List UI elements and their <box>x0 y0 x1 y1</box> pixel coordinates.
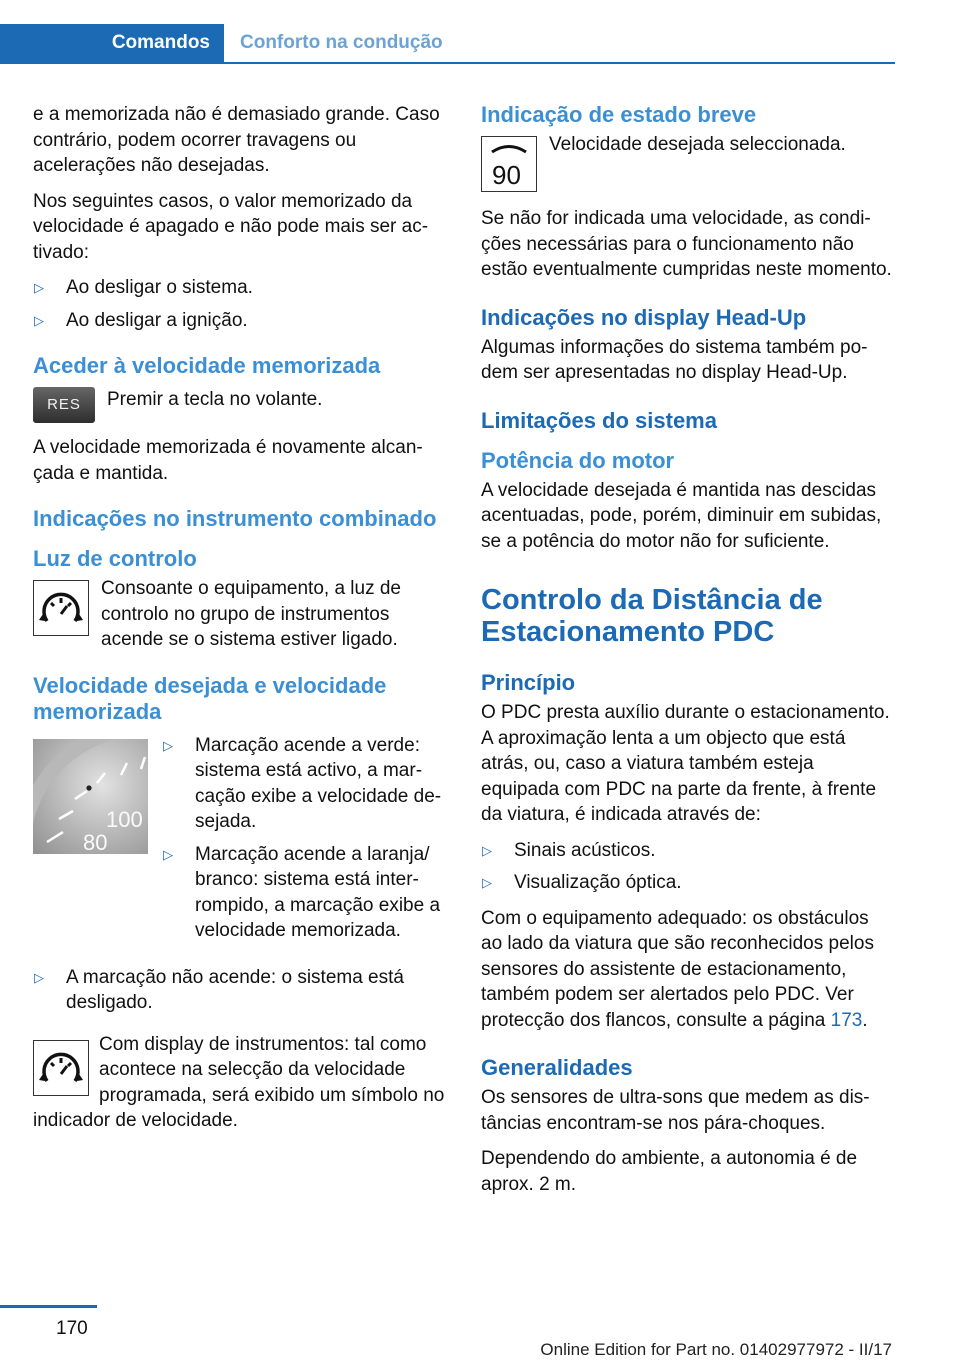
res-button-icon: RES <box>33 387 95 423</box>
gauge-row <box>33 733 445 961</box>
page-link-173[interactable]: 173 <box>830 1009 863 1031</box>
triangle-right-icon: ▷ <box>163 737 173 753</box>
heading-head-up: Indicações no display Head-Up <box>481 304 807 330</box>
paragraph: O PDC presta auxílio durante o estacionamento. A aproximação lenta a um objecto que está atrás, ou, caso a viatura também esteja equipada com PDC na parte da frente, à frente da viatura, é indicada através de: <box>481 702 890 825</box>
triangle-right-icon: ▷ <box>482 842 492 858</box>
list-item: ▷ Ao desligar a ignição. <box>33 308 445 334</box>
res-instruction-text: Premir a tecla no volante. <box>107 389 323 410</box>
heading-indicacao-estado: Indicação de estado breve <box>481 102 757 127</box>
list-item: ▷ A marcação não acende: o sistema está desligado. <box>34 966 404 1013</box>
list-item: ▷ Sinais acústicos. <box>481 838 893 864</box>
gauge-label-80: 80 <box>83 829 108 854</box>
speed-display-value: 90 <box>492 160 521 190</box>
heading-velocidade-desejada: Velocidade desejada e velocidade memorizada <box>33 672 387 724</box>
paragraph: A velocidade desejada é mantida nas descidas acentuadas, pode, porém, diminuir em subidas, se a potência do motor não for suficiente. <box>481 479 882 552</box>
estado-text: Velocidade desejada seleccionada. <box>549 134 846 155</box>
speed-display-icon <box>481 136 537 192</box>
left-column <box>33 102 445 1144</box>
res-instruction <box>33 387 445 423</box>
triangle-right-icon: ▷ <box>34 969 44 985</box>
heading-aceder-velocidade: Aceder à velocidade memorizada <box>33 353 381 378</box>
speedometer-image <box>33 739 148 859</box>
heading-generalidades: Generalidades <box>481 1055 633 1080</box>
heading-luz-controlo: Luz de controlo <box>33 546 197 571</box>
list-item: ▷ Visualização óptica. <box>481 870 893 896</box>
list-item: ▷ Ao desligar o sistema. <box>33 275 445 301</box>
triangle-right-icon: ▷ <box>163 846 173 862</box>
bullet-list <box>481 838 893 896</box>
triangle-right-icon: ▷ <box>34 280 44 295</box>
page-number: 170 <box>56 1318 88 1339</box>
bullet-list <box>33 275 445 333</box>
list-item: ▷ Marcação acende a verde: sistema está activo, a marcação exibe a velocidade desejada. <box>163 734 442 832</box>
edition-label: Online Edition for Part no. 01402977972 - II/17 <box>540 1340 892 1359</box>
display-instrumentos-block <box>33 1032 445 1134</box>
list-item: ▷ Marcação acende a laranja/ branco: sistema está interrompido, a marcação exibe a velocidade memorizada. <box>163 843 441 941</box>
tab-conforto-na-conducao[interactable]: Conforto na condução <box>240 32 443 53</box>
luz-controlo-row <box>33 580 445 653</box>
display-instrumentos-text: Com display de instrumentos: tal como acontece na selecção da velocidade programada, será exibido um símbolo no indicador de velocidade. <box>33 1033 445 1131</box>
heading-pdc: Controlo da Distância de Estacionamento PDC <box>481 584 823 648</box>
tab-comandos[interactable]: Comandos <box>0 24 224 62</box>
paragraph: e a memorizada não é demasiado grande. Caso contrário, podem ocorrer travagens ou acelerações não desejadas. <box>33 104 440 176</box>
paragraph: Se não for indicada uma velocidade, as condições necessárias para o funcionamento não estão eventualmente cumpridas neste momento. <box>481 208 892 280</box>
heading-limitacoes: Limitações do sistema <box>481 407 717 433</box>
bullet-list <box>33 965 445 1016</box>
cruise-control-icon <box>33 580 89 636</box>
right-column <box>481 102 893 1207</box>
paragraph: Com o equipamento adequado: os obstáculos ao lado da viatura que são reconhecidos pelos sensores do assistente de estacionamento, também podem ser alertados pelo PDC. Ver protecção dos flancos, consulte a página 173. <box>481 907 874 1031</box>
heading-potencia-motor: Potência do motor <box>481 447 675 473</box>
triangle-right-icon: ▷ <box>34 312 44 328</box>
luz-controlo-text: Consoante o equipamento, a luz de controlo no grupo de instrumentos acende se o sistema estiver ligado. <box>101 578 401 650</box>
gauge-label-100: 100 <box>106 806 143 832</box>
cruise-control-icon <box>33 1040 89 1096</box>
paragraph: Nos seguintes casos, o valor memorizado da velocidade é apagado e não pode mais ser activado: <box>33 190 429 263</box>
header-tabbar <box>0 24 895 64</box>
heading-principio: Princípio <box>481 670 576 695</box>
estado-row <box>481 136 893 192</box>
footer-divider <box>0 1305 97 1308</box>
paragraph: Algumas informações do sistema também podem ser apresentadas no display Head-Up. <box>481 336 868 383</box>
paragraph: Dependendo do ambiente, a autonomia é de aprox. 2 m. <box>481 1148 858 1195</box>
paragraph: A velocidade memorizada é novamente alcançada e mantida. <box>33 437 423 484</box>
gauge-bullet-list <box>162 733 445 951</box>
paragraph: Os sensores de ultra-sons que medem as distâncias encontram-se nos pára-choques. <box>481 1087 870 1134</box>
heading-indicacoes-instrumento: Indicações no instrumento combinado <box>33 506 437 531</box>
triangle-right-icon: ▷ <box>482 875 492 890</box>
